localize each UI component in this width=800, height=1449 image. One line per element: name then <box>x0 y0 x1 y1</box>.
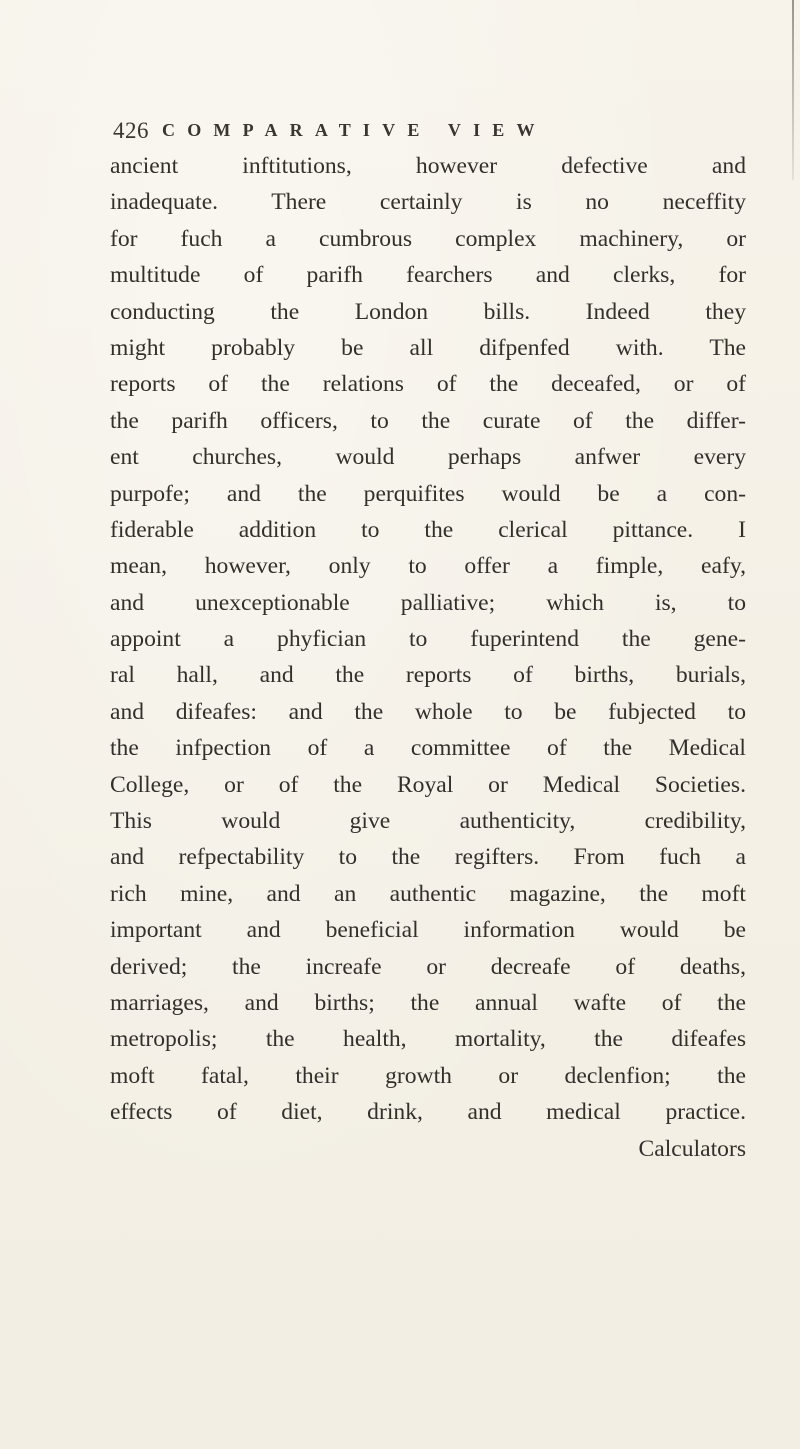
page-edge <box>792 0 794 180</box>
text-line: the infpection of a committee of the Medical <box>110 735 746 762</box>
text-line: might probably be all difpenfed with. The <box>110 334 746 361</box>
text-line: inadequate. There certainly is no neceffity <box>110 189 746 216</box>
text-line: metropolis; the health, mortality, the difeafes <box>110 1026 746 1053</box>
text-line: mean, however, only to offer a fimple, eafy, <box>110 553 746 580</box>
text-line: marriages, and births; the annual wafte of the <box>110 989 746 1016</box>
text-line: and unexceptionable palliative; which is, to <box>110 589 746 616</box>
text-line: moft fatal, their growth or declenfion; the <box>110 1062 746 1089</box>
text-line: multitude of parifh fearchers and clerks, for <box>110 262 746 289</box>
running-title: COMPARATIVE VIEW <box>162 120 547 140</box>
text-line: important and beneficial information would be <box>110 917 746 944</box>
text-line: for fuch a cumbrous complex machinery, or <box>110 225 746 252</box>
text-line: This would give authenticity, credibility, <box>110 808 746 835</box>
text-line: derived; the increafe or decreafe of deaths, <box>110 953 746 980</box>
text-line: appoint a phyfician to fuperintend the gene- <box>110 626 746 653</box>
text-line: reports of the relations of the deceafed, or of <box>110 371 746 398</box>
running-head <box>113 118 753 148</box>
text-line: the parifh officers, to the curate of the differ- <box>110 407 746 434</box>
text-line: rich mine, and an authentic magazine, the moft <box>110 880 746 907</box>
text-line: purpofe; and the perquifites would be a con- <box>110 480 746 507</box>
body-text <box>110 148 746 1167</box>
page-number: 426 <box>113 118 149 143</box>
catchword: Calculators <box>638 1135 746 1162</box>
text-line: and difeafes: and the whole to be fubjected to <box>110 698 746 725</box>
text-line: ral hall, and the reports of births, burials, <box>110 662 746 689</box>
text-line: and refpectability to the regifters. From fuch a <box>110 844 746 871</box>
text-line: conducting the London bills. Indeed they <box>110 298 746 325</box>
text-line: College, or of the Royal or Medical Societies. <box>110 771 746 798</box>
text-line: ancient inftitutions, however defective and <box>110 153 746 179</box>
text-line: fiderable addition to the clerical pittance. I <box>110 516 746 543</box>
text-line: ent churches, would perhaps anfwer every <box>110 444 746 471</box>
text-line: effects of diet, drink, and medical practice. <box>110 1099 746 1126</box>
